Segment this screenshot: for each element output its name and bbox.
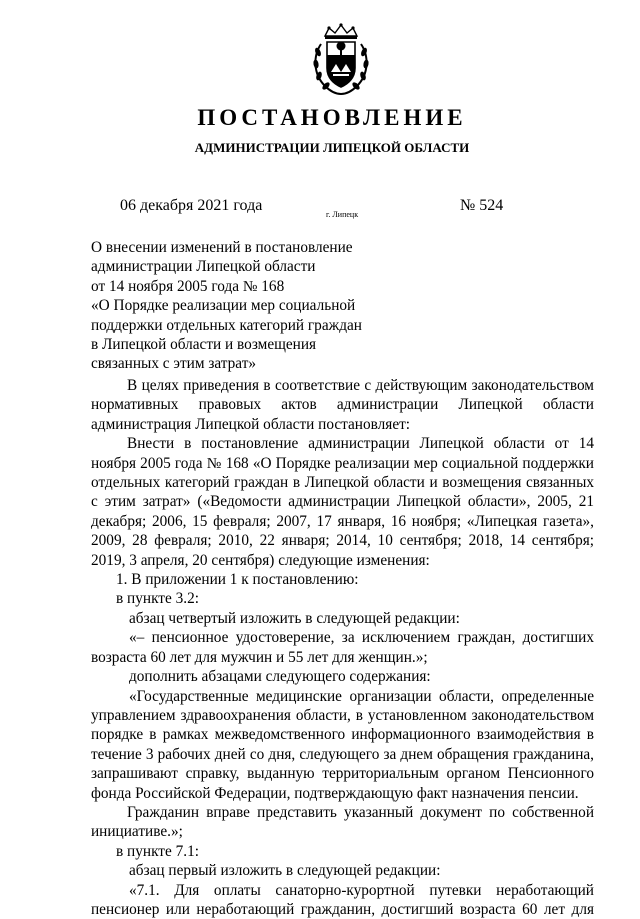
document-heading xyxy=(91,238,391,374)
coat-of-arms-emblem xyxy=(311,22,371,96)
heading-line: О внесении изменений в постановление xyxy=(91,239,353,256)
body-paragraph: 1. В приложении 1 к постановлению: xyxy=(116,571,359,589)
heading-line: «О Порядке реализации мер социальной xyxy=(91,297,356,315)
document-body xyxy=(91,376,594,919)
heading-line: от 14 ноября 2005 года № 168 xyxy=(91,277,285,295)
body-paragraph: в пункте 7.1: xyxy=(116,842,199,860)
body-paragraph: абзац первый изложить в следующей редакции: xyxy=(129,862,441,880)
document-date: 06 декабря 2021 года xyxy=(120,197,263,214)
heading-line: в Липецкой области и возмещения xyxy=(91,336,317,354)
body-paragraph: «Государственные медицинские организации области, определенные управлением здравоохранения области, в установленном законодательством порядке в рамках межведомственного информационного взаимодействия в течение 3 рабочих дней со дня, следующего за днем обращения гражданина, запрашивают справку, выданную территориальным органом Пенсионного фонда Российской Федерации, подтверждающую факт назначения пенсии. xyxy=(91,687,594,802)
body-paragraph: абзац четвертый изложить в следующей редакции: xyxy=(129,609,460,627)
body-paragraph: «7.1. Для оплаты санаторно-курортной путевки неработающий пенсионер или неработающий гражданин, достигший возраста 60 лет для xyxy=(91,881,594,918)
body-paragraph: «– пенсионное удостоверение, за исключением граждан, достигших возраста 60 лет для мужчин и 55 лет для женщин.»; xyxy=(91,629,594,666)
document-title: ПОСТАНОВЛЕНИЕ xyxy=(197,105,467,130)
document-issuer: АДМИНИСТРАЦИИ ЛИПЕЦКОЙ ОБЛАСТИ xyxy=(194,140,470,155)
body-paragraph: Гражданин вправе представить указанный документ по собственной инициативе.»; xyxy=(91,803,594,841)
body-paragraph: в пункте 3.2: xyxy=(116,590,199,608)
heading-line: поддержки отдельных категорий граждан xyxy=(91,316,362,334)
body-paragraph: В целях приведения в соответствие с действующим законодательством нормативных правовых актов администрации Липецкой области администрация Липецкой области постановляет: xyxy=(91,377,594,433)
heading-line: связанных с этим затрат» xyxy=(91,355,257,373)
body-paragraph: Внести в постановление администрации Липецкой области от 14 ноября 2005 года № 168 «О Порядке реализации мер социальной поддержки отдельных категорий граждан в Липецкой области и возмещения связанных с этим затрат» («Ведомости администрации Липецкой области», 2005, 21 декабря; 2006, 15 февраля; 2007, 17 января, 16 ноября; «Липецкая газета», 2009, 28 февраля; 2010, 22 января; 2014, 10 сентября; 2018, 14 сентября; 2019, 3 апреля, 20 сентября) следующие изменения: xyxy=(91,435,594,569)
body-paragraph: дополнить абзацами следующего содержания: xyxy=(129,668,431,686)
heading-line: администрации Липецкой области xyxy=(91,258,316,276)
document-city: г. Липецк xyxy=(326,210,359,219)
document-number: № 524 xyxy=(460,197,504,214)
